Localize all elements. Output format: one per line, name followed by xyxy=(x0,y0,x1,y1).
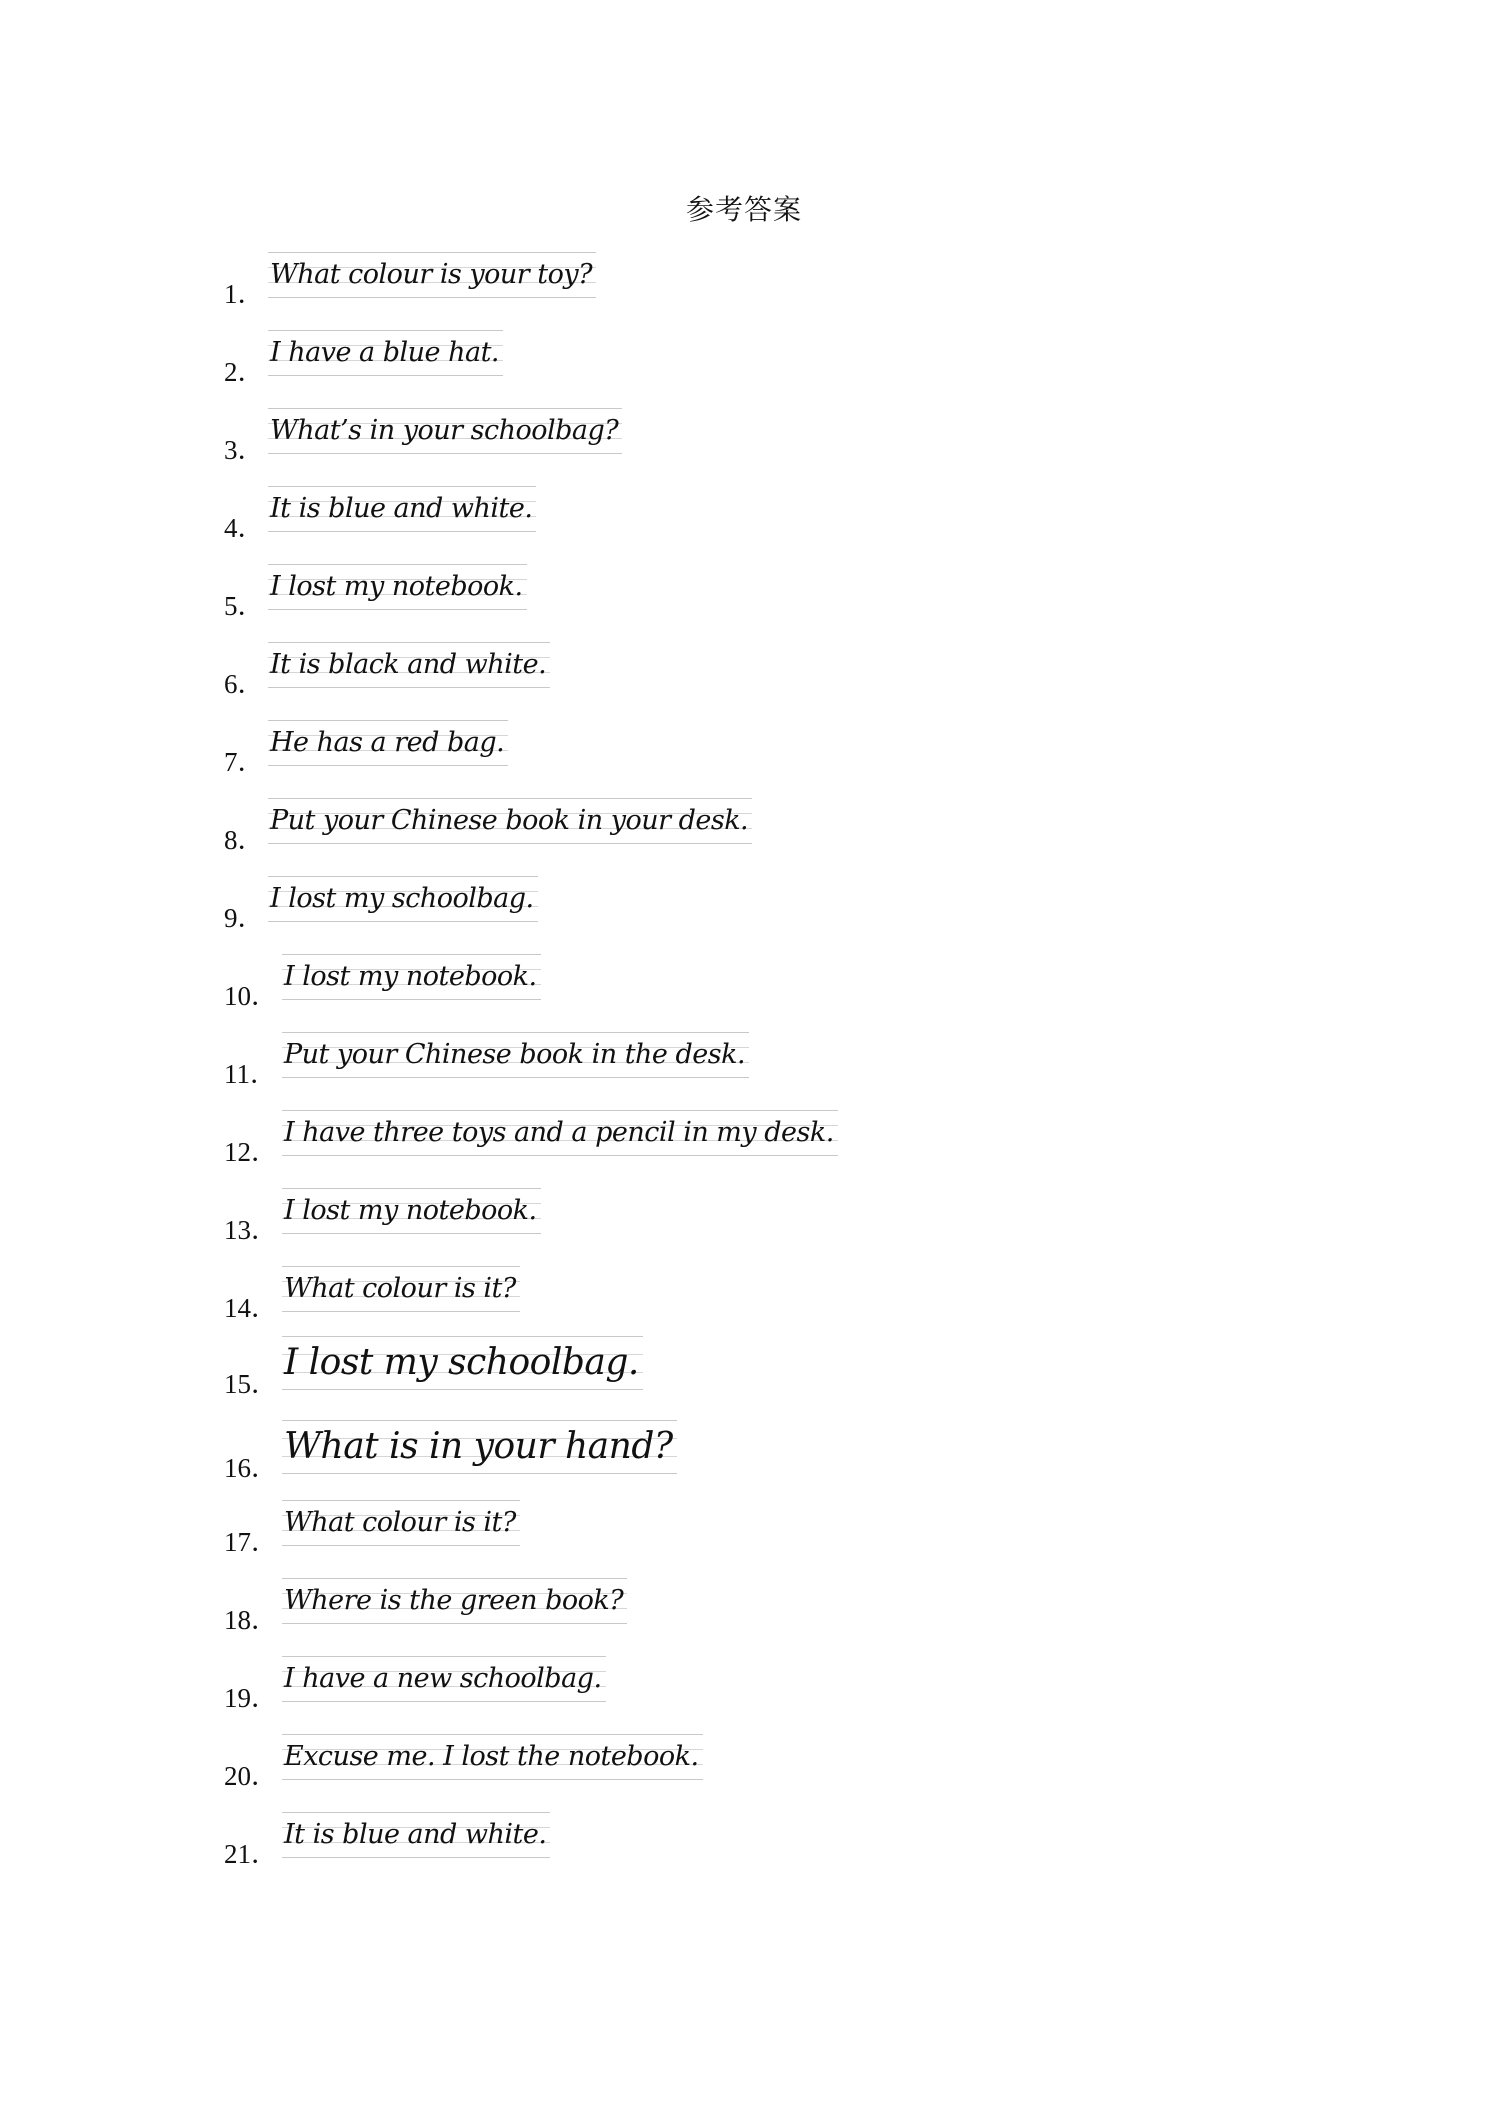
answer-item xyxy=(0,330,1488,390)
answer-number: 1． xyxy=(224,279,265,309)
answer-sentence: It is blue and white. xyxy=(270,493,533,524)
answer-sentence: What colour is it? xyxy=(284,1273,516,1304)
answer-number: 11． xyxy=(224,1059,277,1089)
handwriting-lines xyxy=(282,1336,643,1390)
answer-item xyxy=(0,1336,1488,1399)
handwriting-lines xyxy=(268,486,536,532)
answer-number: 2． xyxy=(224,357,265,387)
answer-sentence: Put your Chinese book in the desk. xyxy=(284,1039,746,1070)
answer-number: 5． xyxy=(224,591,265,621)
answer-item xyxy=(0,564,1488,624)
handwriting-lines xyxy=(282,1578,627,1624)
answer-sentence: What colour is your toy? xyxy=(270,259,593,290)
answer-sentence: I have a blue hat. xyxy=(270,337,500,368)
answer-sentence: I have three toys and a pencil in my desk. xyxy=(284,1117,834,1148)
answer-number: 19． xyxy=(224,1683,278,1713)
answer-sentence: He has a red bag. xyxy=(270,727,505,758)
page-title: 参考答案 xyxy=(685,193,802,226)
handwriting-lines xyxy=(282,1656,606,1702)
answer-sentence: I lost my notebook. xyxy=(284,1195,537,1226)
answer-item xyxy=(0,1110,1488,1170)
answer-sentence: Excuse me. I lost the notebook. xyxy=(284,1741,699,1772)
answer-item xyxy=(0,798,1488,858)
answer-item xyxy=(0,1420,1488,1483)
answer-number: 4． xyxy=(224,513,265,543)
answer-item xyxy=(0,1266,1488,1326)
handwriting-lines xyxy=(268,252,596,298)
handwriting-lines xyxy=(282,1734,703,1780)
handwriting-lines xyxy=(282,954,541,1000)
answer-number: 12． xyxy=(224,1137,278,1167)
handwriting-lines xyxy=(268,720,508,766)
answer-number: 18． xyxy=(224,1605,278,1635)
handwriting-lines xyxy=(268,798,752,844)
handwriting-lines xyxy=(282,1500,520,1546)
answer-item xyxy=(0,1578,1488,1638)
handwriting-lines xyxy=(282,1188,541,1234)
answer-item xyxy=(0,720,1488,780)
answer-sentence: It is blue and white. xyxy=(284,1819,547,1850)
answer-number: 7． xyxy=(224,747,265,777)
answer-number: 8． xyxy=(224,825,265,855)
answer-sentence: I lost my schoolbag. xyxy=(270,883,534,914)
answer-sentence: What is in your hand? xyxy=(284,1426,673,1467)
handwriting-lines xyxy=(268,642,550,688)
answer-number: 3． xyxy=(224,435,265,465)
answer-sentence: I lost my notebook. xyxy=(270,571,523,602)
answer-number: 13． xyxy=(224,1215,278,1245)
answer-number: 15． xyxy=(224,1369,278,1399)
answer-item xyxy=(0,1032,1488,1092)
answer-item xyxy=(0,252,1488,312)
answer-number: 17． xyxy=(224,1527,278,1557)
answer-item xyxy=(0,1188,1488,1248)
answer-sentence: I have a new schoolbag. xyxy=(284,1663,602,1694)
answer-number: 6． xyxy=(224,669,265,699)
answer-number: 21． xyxy=(224,1839,278,1869)
handwriting-lines xyxy=(268,408,622,454)
handwriting-lines xyxy=(282,1032,749,1078)
answer-item xyxy=(0,1500,1488,1560)
answer-sentence: I lost my notebook. xyxy=(284,961,537,992)
answer-item xyxy=(0,876,1488,936)
answer-item xyxy=(0,1734,1488,1794)
answer-sentence: Put your Chinese book in your desk. xyxy=(270,805,749,836)
answer-sentence: It is black and white. xyxy=(270,649,547,680)
answer-item xyxy=(0,642,1488,702)
answer-number: 9． xyxy=(224,903,265,933)
answer-item xyxy=(0,1656,1488,1716)
answer-number: 20． xyxy=(224,1761,278,1791)
answer-sentence: Where is the green book? xyxy=(284,1585,624,1616)
answer-item xyxy=(0,408,1488,468)
handwriting-lines xyxy=(268,876,538,922)
handwriting-lines xyxy=(282,1420,677,1474)
answer-number: 10． xyxy=(224,981,278,1011)
answer-number: 16． xyxy=(224,1453,278,1483)
answer-sentence: What’s in your schoolbag? xyxy=(270,415,619,446)
answer-sentence: What colour is it? xyxy=(284,1507,516,1538)
answer-number: 14． xyxy=(224,1293,278,1323)
answer-item xyxy=(0,1812,1488,1872)
handwriting-lines xyxy=(268,330,503,376)
answer-item xyxy=(0,486,1488,546)
answer-item xyxy=(0,954,1488,1014)
handwriting-lines xyxy=(282,1110,838,1156)
handwriting-lines xyxy=(282,1812,550,1858)
answer-sentence: I lost my schoolbag. xyxy=(284,1342,639,1383)
handwriting-lines xyxy=(268,564,527,610)
handwriting-lines xyxy=(282,1266,520,1312)
